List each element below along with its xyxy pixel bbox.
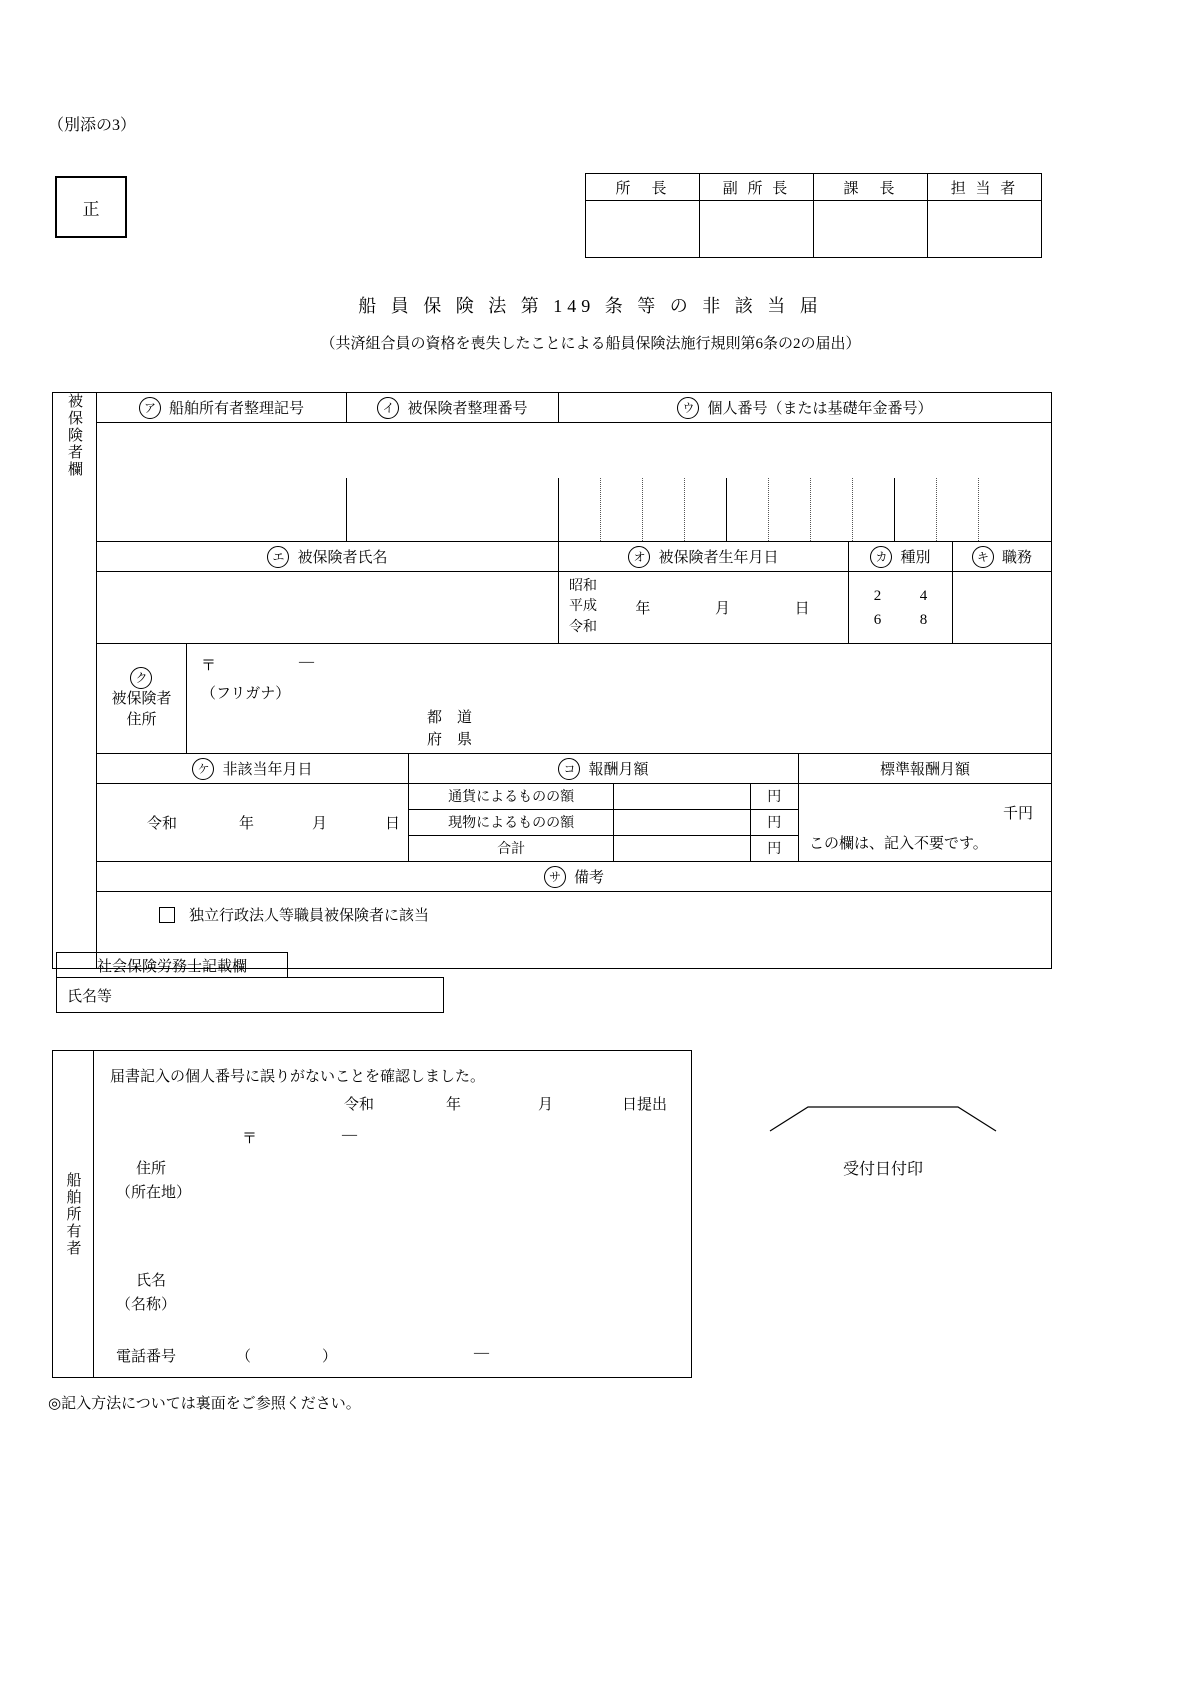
label-insured-address [97,644,187,754]
seal-mark-text: 正 [82,199,100,219]
input-insured-name[interactable] [97,572,559,644]
approval-cell-kacho[interactable] [814,201,928,258]
marker-e-icon: エ [267,546,289,568]
input-type-code[interactable] [849,572,953,644]
insured-section-side-label: 被保険者欄 [53,393,97,478]
reward-row-cash[interactable] [409,784,798,809]
side-label-spacer-4 [53,644,97,754]
prefecture-label-2: 府 県 [427,732,473,748]
marker-o-icon: オ [628,546,650,568]
side-label-spacer-3 [53,572,97,644]
owner-name-label-2: （名称） [116,1297,177,1313]
reward-value-cash[interactable] [614,784,750,809]
nonapplicable-unit-year: 年 [239,816,255,832]
header-standard-reward: 標準報酬月額 [799,754,1051,784]
approval-header-fukushocho: 副 所 長 [700,174,814,201]
marker-ku-icon: ク [130,667,152,689]
my-number-digit[interactable] [853,478,895,541]
postal-mark-icon: 〒 [201,658,217,674]
approval-header-kacho: 課 長 [814,174,928,201]
my-number-digit[interactable] [979,478,1020,541]
approval-header-tantosha: 担 当 者 [928,174,1042,201]
reward-value-inkind[interactable] [614,809,750,835]
approval-table [585,173,1042,258]
birth-unit-year: 年 [635,601,651,617]
form-row-1-inputs [53,478,1051,542]
owner-phone-paren-close: ） [322,1349,338,1365]
birth-unit-day: 日 [794,601,810,617]
reward-unit-inkind: 円 [750,809,798,835]
side-label-spacer-5 [53,754,97,784]
form-title: 船 員 保 険 法 第 149 条 等 の 非 該 当 届 [358,296,823,316]
birth-unit-month: 月 [714,601,730,617]
input-standard-reward [799,784,1051,862]
my-number-digit[interactable] [685,478,727,541]
shipowner-block [52,1050,692,1378]
my-number-digit[interactable] [811,478,853,541]
owner-phone-label: 電話番号 [116,1349,177,1365]
reward-label-inkind: 現物によるものの額 [409,809,614,835]
input-duty[interactable] [953,572,1051,644]
marker-u-icon: ウ [677,397,699,419]
reward-unit-total: 円 [750,835,798,861]
form-row-1-headers [53,393,1051,478]
marker-i-icon: イ [377,397,399,419]
sharoushi-name-field[interactable] [56,977,444,1013]
confirmation-text: 届書記入の個人番号に誤りがないことを確認しました。 [110,1069,486,1085]
nonapplicable-era-reiwa[interactable]: 令和 [147,816,178,832]
marker-a-icon: ア [139,397,161,419]
header-remarks: サ 備考 [97,862,1051,892]
input-nonapplicable-date[interactable] [97,784,409,862]
header-my-number: ウ 個人番号（または基礎年金番号） [559,393,1051,423]
my-number-digit[interactable] [769,478,811,541]
form-row-2-inputs [53,572,1051,644]
insured-person-form [52,392,1052,969]
header-insured-number: イ 被保険者整理番号 [347,393,559,423]
approval-header-row [586,174,1042,201]
submit-era-reiwa[interactable]: 令和 [344,1097,375,1113]
postal-dash: — [299,654,314,670]
nonapplicable-unit-month: 月 [312,816,328,832]
birth-era-list[interactable] [559,572,597,643]
type-code-8[interactable]: 8 [919,611,928,628]
shipowner-side-label: 船舶所有者 [53,1051,94,1377]
my-number-digit[interactable] [727,478,769,541]
owner-postal-dash: — [342,1127,357,1143]
reward-row-inkind[interactable] [409,809,798,835]
reward-label-cash: 通貨によるものの額 [409,784,614,809]
side-label-spacer-7 [53,862,97,892]
reward-row-total[interactable] [409,835,798,861]
marker-ke-icon: ケ [192,758,214,780]
attachment-label: （別添の3） [48,117,137,134]
monthly-reward-table [409,784,798,861]
my-number-digit[interactable] [601,478,643,541]
checkbox-independent-agency-label: 独立行政法人等職員被保険者に該当 [189,908,430,924]
owner-postal-mark-icon: 〒 [242,1131,258,1147]
shipowner-body [94,1051,691,1377]
side-label-spacer-2 [53,542,97,572]
input-monthly-reward-table[interactable] [409,784,799,862]
approval-header-shocho: 所 長 [586,174,700,201]
input-birth-date[interactable] [559,572,849,644]
sharoushi-title: 社会保険労務士記載欄 [56,952,288,978]
standard-reward-note: この欄は、記入不要です。 [809,836,988,852]
type-code-2[interactable]: 2 [873,587,882,604]
side-label-spacer-6 [53,784,97,862]
label-insured-address-text-1: 被保険者 [111,690,172,707]
approval-cell-shocho[interactable] [586,201,700,258]
prefecture-label-1: 都 道 [427,710,473,726]
receipt-date-stamp-area [768,1105,998,1178]
receipt-stamp-label: 受付日付印 [842,1161,923,1178]
reward-value-total[interactable] [614,835,750,861]
type-code-4[interactable]: 4 [919,587,928,604]
birth-era-heisei[interactable]: 平成 [569,599,597,615]
input-shipowner-code[interactable] [97,478,347,542]
sharoushi-name-label: 氏名等 [67,988,113,1005]
birth-date-units[interactable] [597,572,848,643]
birth-era-showa[interactable]: 昭和 [569,579,597,595]
form-row-2-headers [53,542,1051,572]
label-insured-address-text-2: 住所 [126,711,157,728]
submit-unit-year: 年 [446,1097,462,1113]
header-nonapplicable-date: ケ 非該当年月日 [97,754,409,784]
form-row-4-headers [53,754,1051,784]
marker-ko-icon: コ [558,758,580,780]
input-my-number[interactable] [559,478,1051,542]
header-type: カ 種別 [849,542,953,572]
furigana-label: （フリガナ） [201,686,291,702]
approval-cell-fukushocho[interactable] [700,201,814,258]
birth-era-reiwa[interactable]: 令和 [569,619,597,635]
standard-reward-unit: 千円 [1002,806,1033,822]
header-birth-date: オ 被保険者生年月日 [559,542,849,572]
side-label-spacer-1 [53,478,97,542]
my-number-digit[interactable] [937,478,979,541]
submit-unit-month: 月 [538,1097,554,1113]
owner-address-input[interactable] [204,1151,684,1221]
approval-stamp-row[interactable] [586,201,1042,258]
my-number-digit[interactable] [895,478,937,541]
footnote: ◎記入方法については裏面をご参照ください。 [48,1396,361,1412]
input-insured-number[interactable] [347,478,559,542]
my-number-digit[interactable] [559,478,601,541]
form-row-3-address [53,644,1051,754]
checkbox-independent-agency[interactable] [159,907,175,923]
approval-cell-tantosha[interactable] [928,201,1042,258]
owner-phone-paren-open: （ [236,1349,252,1365]
marker-sa-icon: サ [544,866,566,888]
receipt-stamp-bracket-icon [768,1105,998,1133]
header-insured-name: エ 被保険者氏名 [97,542,559,572]
owner-phone-dash: — [474,1345,489,1361]
header-duty: キ 職務 [953,542,1051,572]
form-row-4-inputs [53,784,1051,862]
header-monthly-reward: コ 報酬月額 [409,754,799,784]
marker-ka-icon: カ [870,546,892,568]
my-number-digit-grid[interactable] [559,478,1051,541]
owner-name-label-1: 氏名 [136,1273,167,1289]
owner-address-label-2: （所在地） [116,1185,192,1201]
form-subtitle: （共済組合員の資格を喪失したことによる船員保険法施行規則第6条の2の届出） [320,336,861,352]
seal-box [55,176,127,238]
my-number-digit[interactable] [643,478,685,541]
form-row-5-remarks-header [53,862,1051,892]
input-insured-address[interactable] [187,644,1051,754]
owner-name-input[interactable] [204,1263,684,1323]
owner-address-label-1: 住所 [136,1161,167,1177]
marker-ki-icon: キ [972,546,994,568]
reward-label-total: 合計 [409,835,614,861]
type-code-6[interactable]: 6 [873,611,882,628]
reward-unit-cash: 円 [750,784,798,809]
nonapplicable-unit-day: 日 [385,816,401,832]
submit-unit-day: 日提出 [622,1097,668,1113]
header-shipowner-code: ア 船舶所有者整理記号 [97,393,347,423]
